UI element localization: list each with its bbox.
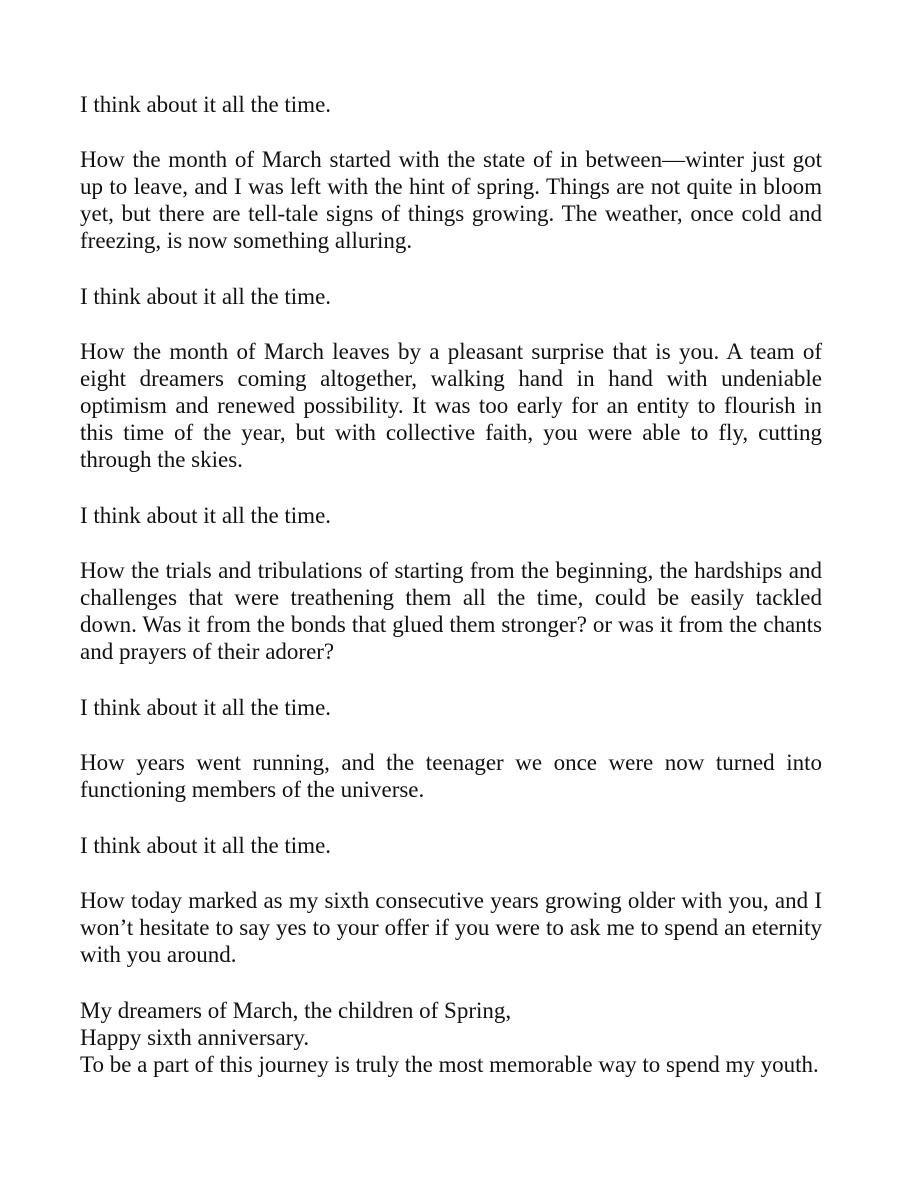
refrain-paragraph: I think about it all the time. (80, 503, 332, 528)
refrain-paragraph: I think about it all the time. (80, 695, 332, 720)
refrain-paragraph: I think about it all the time. (80, 833, 332, 858)
refrain-paragraph: I think about it all the time. (80, 284, 332, 309)
refrain-paragraph: I think about it all the time. (80, 92, 332, 117)
body-paragraph: How today marked as my sixth consecutive years growing older with you, and I won’t hesitate to say yes to your offer if you were to ask me to spend an eternity with you around. (80, 888, 822, 967)
body-paragraph: How the month of March started with the state of in between—winter just got up to leave, and I was left with the hint of spring. Things are not quite in bloom yet, but there are tell-tale signs of things growing. The weather, once cold and freezing, is now something alluring. (80, 147, 822, 253)
body-paragraph: How the trials and tribulations of starting from the beginning, the hardships and challenges that were treathening them all the time, could be easily tackled down. Was it from the bonds that glued them stronger? or was it from the chants and prayers of their adorer? (80, 558, 822, 664)
closing-line: My dreamers of March, the children of Spring, (80, 998, 512, 1023)
closing-line: Happy sixth anniversary. (80, 1025, 310, 1050)
closing-line: To be a part of this journey is truly the most memorable way to spend my youth. (80, 1052, 819, 1077)
closing-section (80, 997, 822, 1078)
body-paragraph: How the month of March leaves by a pleasant surprise that is you. A team of eight dreamers coming altogether, walking hand in hand with undeniable optimism and renewed possibility. It was too early for an entity to flourish in this time of the year, but with collective faith, you were able to fly, cutting through the skies. (80, 339, 822, 472)
body-paragraph: How years went running, and the teenager we once were now turned into functioning members of the universe. (80, 750, 822, 802)
